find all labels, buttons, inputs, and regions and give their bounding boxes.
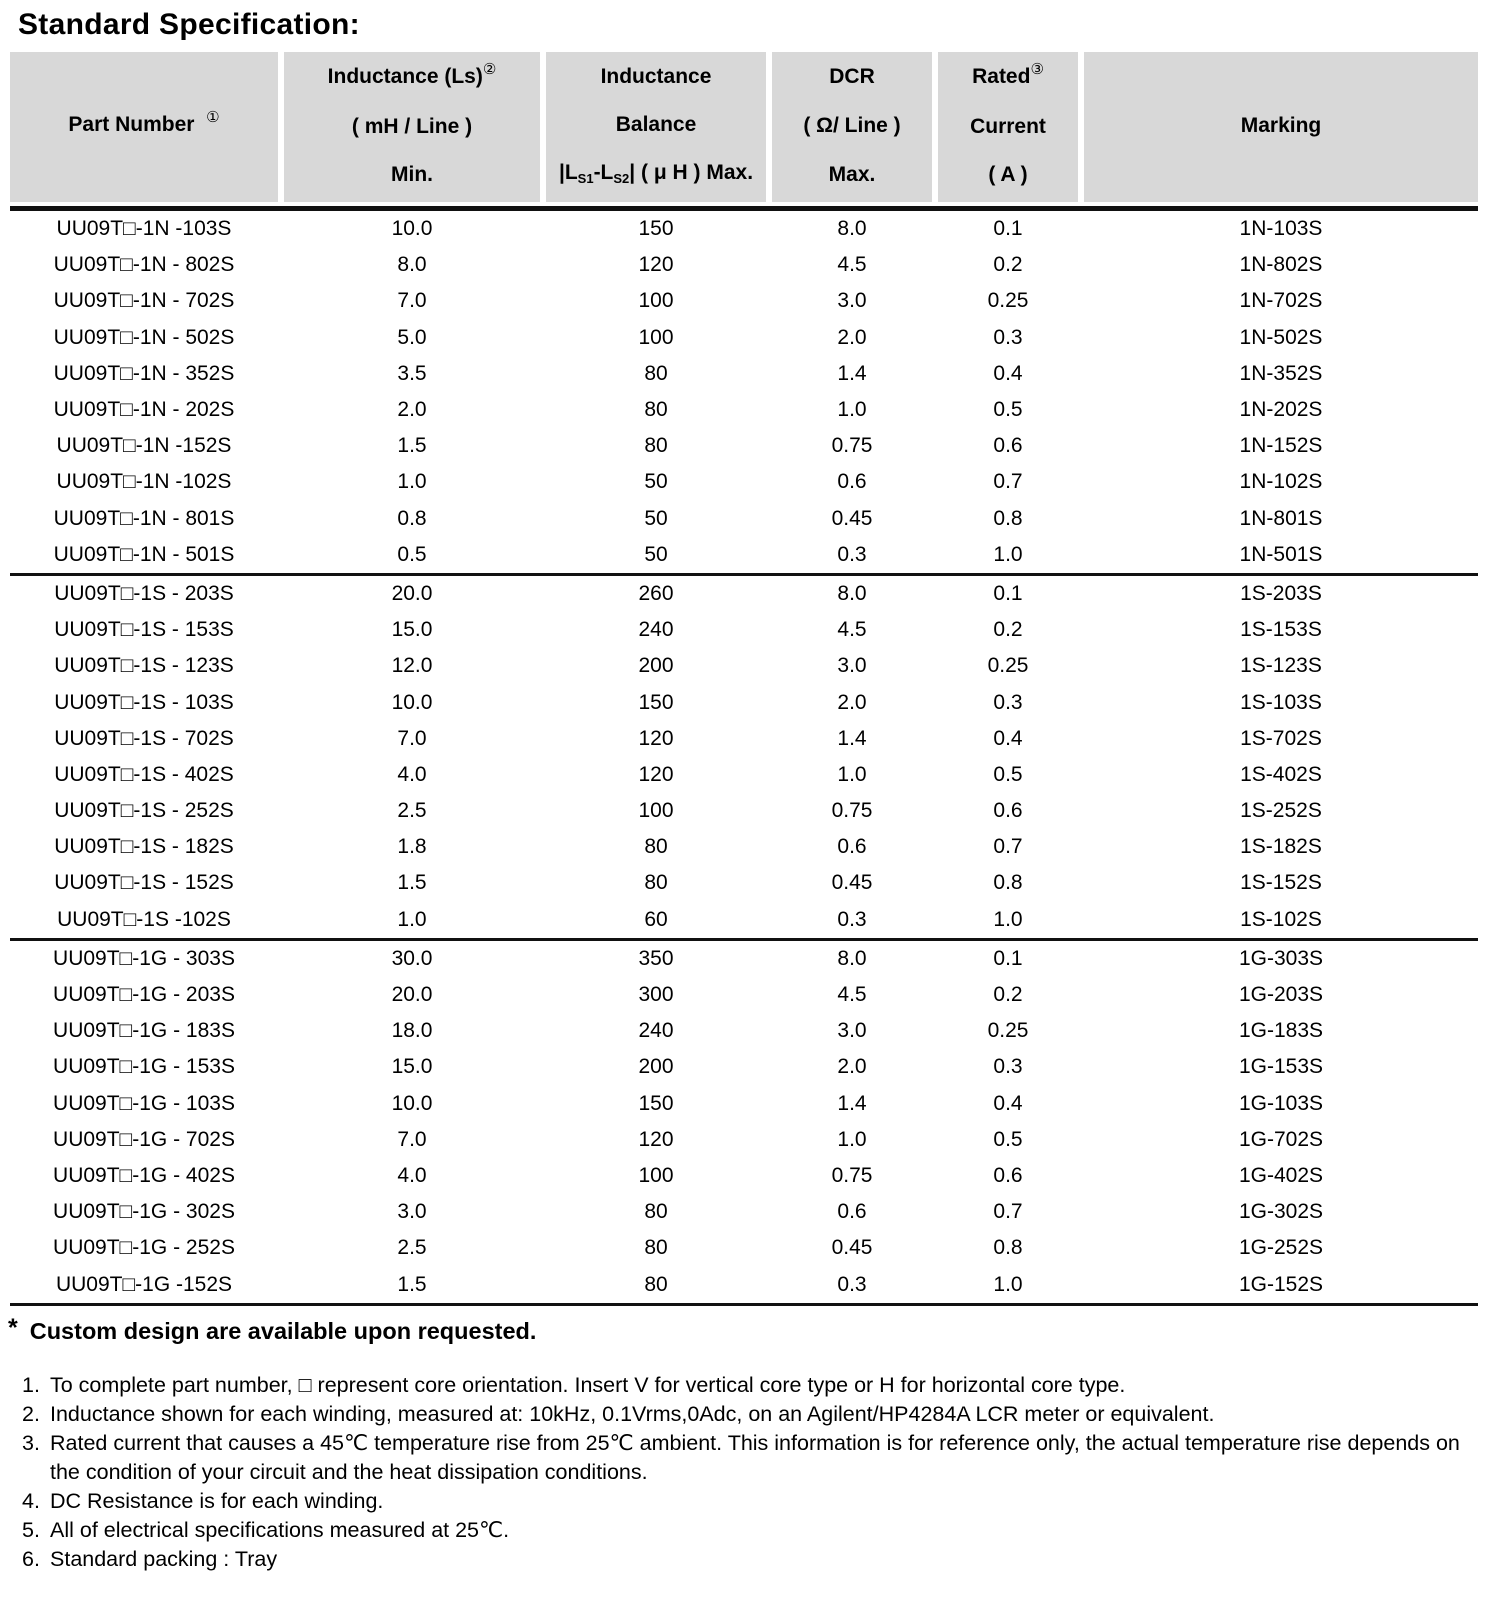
cell-dcr-max: 1.0 [837, 398, 867, 422]
footnote-ref-2: ② [482, 61, 497, 78]
cell-dcr-max: 3.0 [837, 289, 867, 313]
cell-marking: 1N-152S [1239, 434, 1323, 458]
cell-inductance-balance: 80 [644, 361, 668, 385]
cell-inductance-min: 2.0 [397, 398, 427, 422]
cell-dcr-max: 2.0 [837, 1055, 867, 1079]
column-header-marking: Marking [1084, 52, 1478, 202]
cell-rated-current: 1.0 [993, 907, 1023, 931]
note-item [22, 1487, 1472, 1516]
cell-part-number: UU09T□-1N -152S [56, 434, 232, 458]
column-header-inductance-balance: Inductance Balance |LS1-LS2| ( μ H ) Max. [546, 52, 766, 202]
cell-rated-current: 0.5 [993, 1127, 1023, 1151]
cell-inductance-min: 10.0 [391, 1091, 433, 1115]
cell-rated-current: 0.8 [993, 1236, 1023, 1260]
cell-inductance-balance: 80 [644, 1200, 668, 1224]
cell-part-number: UU09T□-1S - 123S [54, 654, 234, 678]
footnote-ref-3: ③ [1030, 61, 1044, 78]
cell-marking: 1G-303S [1238, 946, 1324, 970]
cell-inductance-balance: 300 [638, 983, 674, 1007]
note-item [22, 1371, 1472, 1400]
cell-rated-current: 0.2 [993, 253, 1023, 277]
cell-marking: 1N-802S [1239, 253, 1323, 277]
cell-part-number: UU09T□-1S - 103S [54, 690, 234, 714]
cell-rated-current: 0.6 [993, 799, 1023, 823]
cell-rated-current: 0.1 [993, 581, 1023, 605]
cell-inductance-min: 2.5 [397, 799, 427, 823]
cell-part-number: UU09T□-1N - 501S [53, 542, 235, 566]
cell-part-number: UU09T□-1S - 182S [54, 835, 234, 859]
cell-marking: 1N-202S [1239, 398, 1323, 422]
cell-rated-current: 0.2 [993, 618, 1023, 642]
table-body [10, 211, 1478, 1306]
cell-marking: 1G-702S [1238, 1127, 1324, 1151]
cell-inductance-min: 15.0 [391, 1055, 433, 1079]
cell-marking: 1S-152S [1240, 871, 1322, 895]
cell-part-number: UU09T□-1G - 702S [53, 1127, 235, 1151]
page-title: Standard Specification: [18, 8, 360, 41]
cell-part-number: UU09T□-1N -103S [56, 217, 232, 241]
cell-dcr-max: 4.5 [837, 983, 867, 1007]
cell-dcr-max: 8.0 [837, 217, 867, 241]
note-text: Inductance shown for each winding, measured at: 10kHz, 0.1Vrms,0Adc, on an Agilent/HP4284A LCR meter or equivalent. [50, 1401, 1215, 1426]
cell-inductance-balance: 200 [638, 1055, 674, 1079]
cell-marking: 1N-502S [1239, 325, 1323, 349]
cell-part-number: UU09T□-1S - 152S [54, 871, 234, 895]
cell-inductance-balance: 240 [638, 1019, 674, 1043]
table-row [10, 865, 1478, 901]
cell-dcr-max: 1.4 [837, 1091, 867, 1115]
table-row [10, 977, 1478, 1013]
table-row [10, 1158, 1478, 1194]
cell-rated-current: 0.4 [993, 361, 1023, 385]
cell-inductance-balance: 60 [644, 907, 668, 931]
note-number: 6. [22, 1546, 40, 1571]
table-row [10, 829, 1478, 865]
column-header-rated-current: Rated③ Current ( A ) [938, 52, 1078, 202]
cell-marking: 1S-123S [1240, 654, 1322, 678]
cell-marking: 1N-702S [1239, 289, 1323, 313]
cell-inductance-min: 7.0 [397, 289, 427, 313]
cell-inductance-balance: 80 [644, 398, 668, 422]
cell-rated-current: 0.8 [993, 506, 1023, 530]
cell-inductance-min: 3.0 [397, 1200, 427, 1224]
cell-inductance-min: 20.0 [391, 983, 433, 1007]
cell-part-number: UU09T□-1G -152S [55, 1272, 233, 1296]
cell-dcr-max: 1.0 [837, 1127, 867, 1151]
cell-rated-current: 1.0 [993, 1272, 1023, 1296]
table-row [10, 576, 1478, 612]
table-row [10, 1230, 1478, 1266]
cell-dcr-max: 0.75 [831, 434, 873, 458]
cell-dcr-max: 3.0 [837, 654, 867, 678]
table-row [10, 721, 1478, 757]
specification-table [10, 52, 1478, 1306]
note-number: 3. [22, 1430, 40, 1455]
table-row [10, 501, 1478, 537]
cell-marking: 1G-152S [1238, 1272, 1324, 1296]
table-group [10, 941, 1478, 1306]
cell-marking: 1G-302S [1238, 1200, 1324, 1224]
table-row [10, 1266, 1478, 1302]
cell-inductance-min: 1.0 [397, 907, 427, 931]
cell-marking: 1S-182S [1240, 835, 1322, 859]
cell-rated-current: 0.25 [987, 1019, 1029, 1043]
table-row [10, 356, 1478, 392]
table-row [10, 283, 1478, 319]
cell-rated-current: 0.7 [993, 1200, 1023, 1224]
cell-inductance-min: 10.0 [391, 690, 433, 714]
cell-inductance-balance: 240 [638, 618, 674, 642]
cell-inductance-balance: 150 [638, 217, 674, 241]
footnote-ref-1: ① [206, 109, 220, 126]
cell-dcr-max: 0.6 [837, 835, 867, 859]
cell-marking: 1S-102S [1240, 907, 1322, 931]
cell-inductance-min: 3.5 [397, 361, 427, 385]
note-text: Rated current that causes a 45℃ temperature rise from 25℃ ambient. This information is for reference only, the actual temperature rise depends on the condition of your circuit and the heat dissipation conditions. [50, 1430, 1460, 1484]
cell-rated-current: 0.4 [993, 726, 1023, 750]
table-row [10, 612, 1478, 648]
table-group [10, 576, 1478, 941]
note-item [22, 1545, 1472, 1574]
cell-inductance-min: 1.5 [397, 434, 427, 458]
note-number: 2. [22, 1401, 40, 1426]
cell-dcr-max: 8.0 [837, 581, 867, 605]
cell-inductance-balance: 120 [638, 726, 674, 750]
cell-inductance-balance: 100 [638, 1163, 674, 1187]
cell-part-number: UU09T□-1G - 183S [53, 1019, 235, 1043]
table-header-row [10, 52, 1478, 202]
cell-rated-current: 0.3 [993, 325, 1023, 349]
cell-inductance-min: 2.5 [397, 1236, 427, 1260]
cell-marking: 1N-801S [1239, 506, 1323, 530]
cell-rated-current: 0.1 [993, 217, 1023, 241]
cell-inductance-min: 4.0 [397, 762, 427, 786]
note-text: To complete part number, □ represent core orientation. Insert V for vertical core type or H for horizontal core type. [50, 1372, 1126, 1397]
cell-inductance-min: 10.0 [391, 217, 433, 241]
cell-inductance-min: 18.0 [391, 1019, 433, 1043]
cell-inductance-balance: 150 [638, 1091, 674, 1115]
cell-marking: 1G-153S [1238, 1055, 1324, 1079]
cell-marking: 1S-103S [1240, 690, 1322, 714]
cell-part-number: UU09T□-1N - 202S [53, 398, 235, 422]
cell-inductance-min: 0.8 [397, 506, 427, 530]
cell-rated-current: 0.6 [993, 434, 1023, 458]
note-item [22, 1429, 1472, 1487]
cell-rated-current: 0.25 [987, 654, 1029, 678]
cell-rated-current: 0.5 [993, 398, 1023, 422]
cell-dcr-max: 0.45 [831, 1236, 873, 1260]
table-row [10, 793, 1478, 829]
cell-inductance-min: 5.0 [397, 325, 427, 349]
cell-inductance-balance: 120 [638, 1127, 674, 1151]
cell-inductance-balance: 80 [644, 1272, 668, 1296]
cell-part-number: UU09T□-1G - 302S [53, 1200, 235, 1224]
cell-inductance-balance: 80 [644, 871, 668, 895]
cell-part-number: UU09T□-1G - 252S [53, 1236, 235, 1260]
cell-part-number: UU09T□-1S -102S [57, 907, 231, 931]
cell-rated-current: 0.5 [993, 762, 1023, 786]
cell-inductance-min: 12.0 [391, 654, 433, 678]
cell-part-number: UU09T□-1S - 203S [54, 581, 234, 605]
cell-marking: 1N-103S [1239, 217, 1323, 241]
cell-dcr-max: 0.3 [837, 1272, 867, 1296]
cell-part-number: UU09T□-1N - 702S [53, 289, 235, 313]
table-row [10, 464, 1478, 500]
cell-inductance-balance: 200 [638, 654, 674, 678]
cell-part-number: UU09T□-1G - 103S [53, 1091, 235, 1115]
cell-rated-current: 1.0 [993, 542, 1023, 566]
cell-part-number: UU09T□-1N - 801S [53, 506, 235, 530]
cell-inductance-balance: 50 [644, 542, 668, 566]
cell-inductance-balance: 100 [638, 289, 674, 313]
cell-dcr-max: 1.4 [837, 726, 867, 750]
cell-part-number: UU09T□-1G - 203S [53, 983, 235, 1007]
table-row [10, 1013, 1478, 1049]
cell-marking: 1G-183S [1238, 1019, 1324, 1043]
table-row [10, 902, 1478, 938]
cell-inductance-balance: 120 [638, 253, 674, 277]
custom-design-text: Custom design are available upon requested. [29, 1317, 537, 1344]
cell-inductance-balance: 260 [638, 581, 674, 605]
table-row [10, 247, 1478, 283]
cell-inductance-min: 1.8 [397, 835, 427, 859]
cell-rated-current: 0.3 [993, 690, 1023, 714]
table-row [10, 941, 1478, 977]
cell-part-number: UU09T□-1N - 802S [53, 253, 235, 277]
table-row [10, 428, 1478, 464]
cell-rated-current: 0.6 [993, 1163, 1023, 1187]
cell-dcr-max: 0.3 [837, 542, 867, 566]
asterisk-marker: * [8, 1313, 18, 1342]
cell-inductance-min: 20.0 [391, 581, 433, 605]
cell-inductance-min: 1.5 [397, 1272, 427, 1296]
cell-inductance-min: 15.0 [391, 618, 433, 642]
cell-marking: 1S-402S [1240, 762, 1322, 786]
table-row [10, 392, 1478, 428]
cell-inductance-min: 7.0 [397, 1127, 427, 1151]
cell-dcr-max: 0.6 [837, 1200, 867, 1224]
cell-inductance-balance: 120 [638, 762, 674, 786]
cell-dcr-max: 2.0 [837, 325, 867, 349]
cell-dcr-max: 1.0 [837, 762, 867, 786]
cell-dcr-max: 4.5 [837, 253, 867, 277]
column-header-part-number: Part Number ① [10, 52, 278, 202]
cell-marking: 1G-103S [1238, 1091, 1324, 1115]
note-number: 1. [22, 1372, 40, 1397]
table-row [10, 648, 1478, 684]
cell-marking: 1S-252S [1240, 799, 1322, 823]
cell-part-number: UU09T□-1S - 702S [54, 726, 234, 750]
cell-part-number: UU09T□-1S - 153S [54, 618, 234, 642]
cell-inductance-min: 8.0 [397, 253, 427, 277]
cell-dcr-max: 4.5 [837, 618, 867, 642]
table-row [10, 1122, 1478, 1158]
cell-part-number: UU09T□-1N - 352S [53, 361, 235, 385]
table-row [10, 537, 1478, 573]
cell-rated-current: 0.3 [993, 1055, 1023, 1079]
cell-part-number: UU09T□-1G - 303S [53, 946, 235, 970]
cell-inductance-balance: 50 [644, 506, 668, 530]
table-row [10, 320, 1478, 356]
cell-inductance-min: 0.5 [397, 542, 427, 566]
cell-dcr-max: 0.6 [837, 470, 867, 494]
cell-dcr-max: 0.75 [831, 799, 873, 823]
table-row [10, 1049, 1478, 1085]
cell-inductance-min: 30.0 [391, 946, 433, 970]
cell-inductance-min: 4.0 [397, 1163, 427, 1187]
table-row [10, 1194, 1478, 1230]
cell-part-number: UU09T□-1N - 502S [53, 325, 235, 349]
cell-dcr-max: 2.0 [837, 690, 867, 714]
cell-part-number: UU09T□-1S - 252S [54, 799, 234, 823]
note-item [22, 1516, 1472, 1545]
cell-dcr-max: 1.4 [837, 361, 867, 385]
cell-inductance-balance: 80 [644, 835, 668, 859]
table-group [10, 211, 1478, 576]
cell-inductance-balance: 100 [638, 325, 674, 349]
cell-marking: 1S-702S [1240, 726, 1322, 750]
cell-inductance-min: 1.5 [397, 871, 427, 895]
cell-marking: 1S-153S [1240, 618, 1322, 642]
notes-list [22, 1371, 1472, 1574]
cell-inductance-min: 7.0 [397, 726, 427, 750]
cell-rated-current: 0.4 [993, 1091, 1023, 1115]
cell-inductance-balance: 100 [638, 799, 674, 823]
cell-rated-current: 0.1 [993, 946, 1023, 970]
cell-rated-current: 0.7 [993, 835, 1023, 859]
table-row [10, 757, 1478, 793]
column-header-dcr: DCR ( Ω/ Line ) Max. [772, 52, 932, 202]
cell-inductance-min: 1.0 [397, 470, 427, 494]
cell-dcr-max: 0.75 [831, 1163, 873, 1187]
table-row [10, 1086, 1478, 1122]
cell-part-number: UU09T□-1G - 153S [53, 1055, 235, 1079]
cell-rated-current: 0.2 [993, 983, 1023, 1007]
cell-marking: 1N-352S [1239, 361, 1323, 385]
note-text: DC Resistance is for each winding. [50, 1488, 384, 1513]
table-row [10, 211, 1478, 247]
cell-rated-current: 0.8 [993, 871, 1023, 895]
cell-dcr-max: 3.0 [837, 1019, 867, 1043]
cell-inductance-balance: 80 [644, 1236, 668, 1260]
cell-inductance-balance: 350 [638, 946, 674, 970]
column-header-inductance: Inductance (Ls)② ( mH / Line ) Min. [284, 52, 540, 202]
cell-part-number: UU09T□-1S - 402S [54, 762, 234, 786]
cell-rated-current: 0.25 [987, 289, 1029, 313]
note-item [22, 1400, 1472, 1429]
cell-marking: 1G-252S [1238, 1236, 1324, 1260]
cell-marking: 1G-402S [1238, 1163, 1324, 1187]
note-text: Standard packing : Tray [50, 1546, 278, 1571]
cell-marking: 1N-102S [1239, 470, 1323, 494]
cell-dcr-max: 0.45 [831, 871, 873, 895]
cell-marking: 1S-203S [1240, 581, 1322, 605]
cell-marking: 1G-203S [1238, 983, 1324, 1007]
cell-part-number: UU09T□-1G - 402S [53, 1163, 235, 1187]
cell-dcr-max: 0.3 [837, 907, 867, 931]
cell-inductance-balance: 80 [644, 434, 668, 458]
note-number: 4. [22, 1488, 40, 1513]
cell-rated-current: 0.7 [993, 470, 1023, 494]
table-row [10, 684, 1478, 720]
cell-dcr-max: 0.45 [831, 506, 873, 530]
cell-part-number: UU09T□-1N -102S [56, 470, 232, 494]
cell-dcr-max: 8.0 [837, 946, 867, 970]
note-text: All of electrical specifications measured at 25℃. [50, 1517, 510, 1542]
custom-design-note [8, 1313, 1489, 1345]
cell-marking: 1N-501S [1239, 542, 1323, 566]
cell-inductance-balance: 150 [638, 690, 674, 714]
note-number: 5. [22, 1517, 40, 1542]
cell-inductance-balance: 50 [644, 470, 668, 494]
